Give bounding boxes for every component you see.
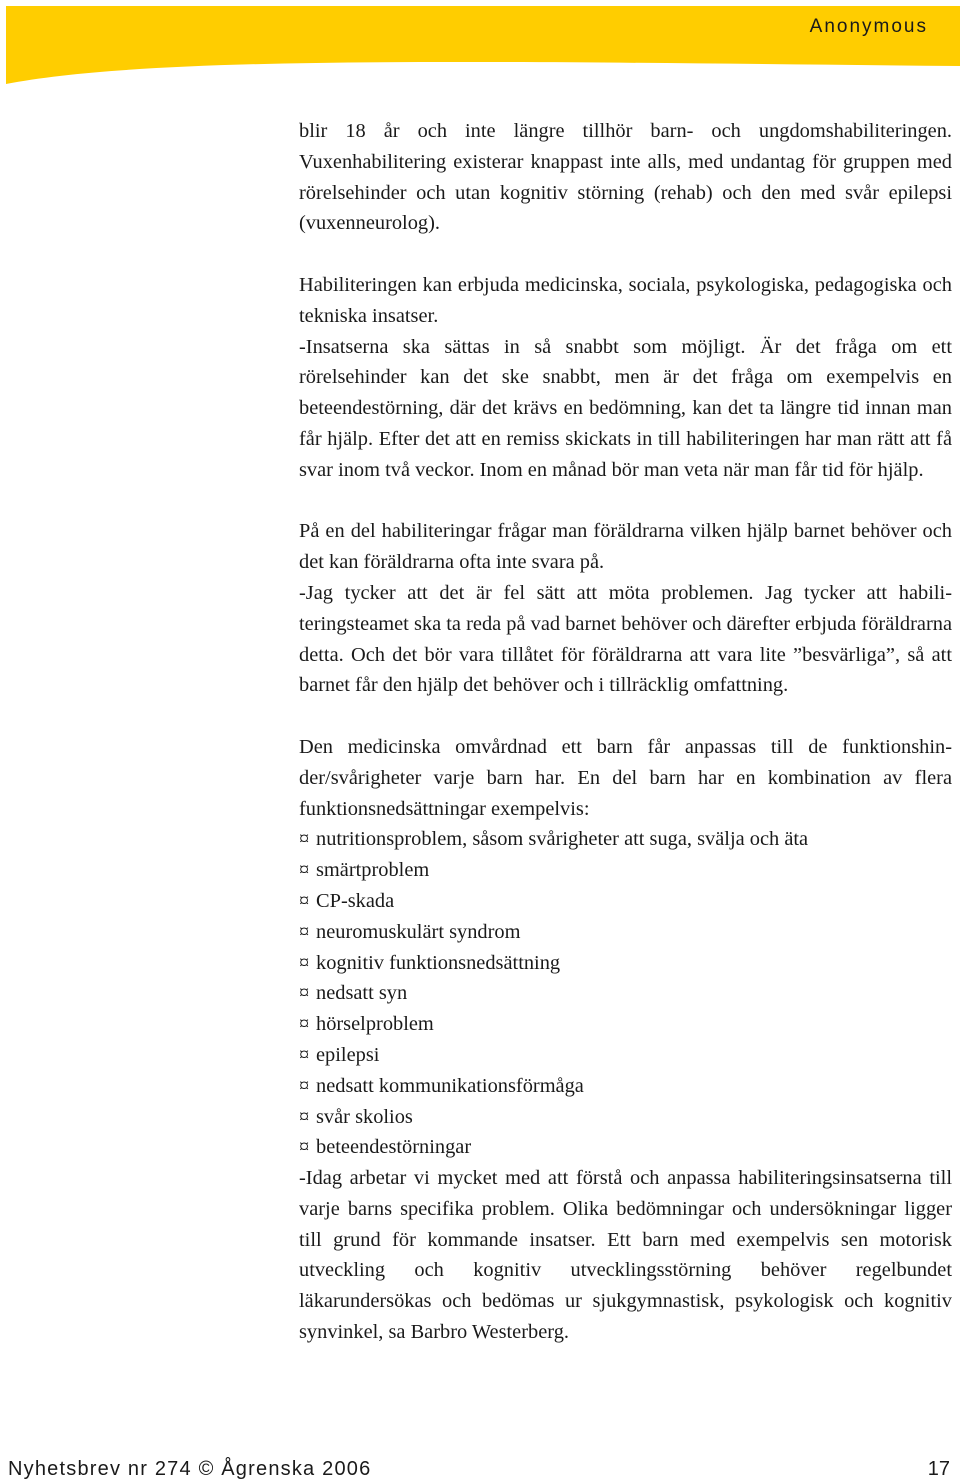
bullet-icon: ¤	[299, 982, 310, 1005]
list-item	[299, 978, 952, 1009]
list-item	[299, 855, 952, 886]
bullet-icon: ¤	[299, 951, 310, 974]
bullet-icon: ¤	[299, 1013, 310, 1036]
list-item-text: neuromuskulärt syndrom	[316, 920, 521, 943]
list-item	[299, 917, 952, 948]
bullet-icon: ¤	[299, 828, 310, 851]
list-item-text: nedsatt syn	[316, 982, 408, 1005]
list-item	[299, 1009, 952, 1040]
list-item	[299, 886, 952, 917]
bullet-icon: ¤	[299, 859, 310, 882]
bullet-icon: ¤	[299, 889, 310, 912]
list-item-text: nutritionsproblem, såsom svårigheter att suga, svälja och äta	[316, 828, 809, 851]
list-item-text: beteendestörningar	[316, 1136, 472, 1159]
paragraph-1: blir 18 år och inte längre tillhör barn- och ungdomshabiliteringen. Vuxenhabilitering existerar knappast inte alls, med undantag för gruppen med rörelsehinder och utan kognitiv störning (rehab) och den med svår epilepsi (vuxenneurolog).	[299, 120, 952, 235]
paragraph-3: -Insatserna ska sättas in så snabbt som möjligt. Är det fråga om ett rörelsehinder kan det ske snabbt, men är det fråga om exempelvis en beteendestörning, där det krävs en bedömning, kan det ta längre tid innan man får hjälp. Efter det att en remiss skickats in till habiliteringen har man rätt att få svar inom två veckor. Inom en månad bör man veta när man får tid för hjälp.	[299, 335, 952, 481]
header-swoosh	[0, 0, 960, 84]
bullet-icon: ¤	[299, 1043, 310, 1066]
list-item	[299, 1132, 952, 1163]
list-item-text: svår skolios	[316, 1105, 413, 1128]
list-item	[299, 1102, 952, 1133]
bullet-icon: ¤	[299, 920, 310, 943]
list-item-text: epilepsi	[316, 1043, 380, 1066]
paragraph-4: På en del habiliteringar frågar man föräldrarna vilken hjälp barnet behöver och det kan föräldrarna ofta inte svara på.	[299, 520, 952, 574]
bullet-icon: ¤	[299, 1074, 310, 1097]
list-item-text: smärtproblem	[316, 859, 430, 882]
paragraph-2: Habiliteringen kan erbjuda medicinska, sociala, psykologiska, pedagogiska och tekniska insatser.	[299, 273, 952, 327]
list-item-text: kognitiv funktionsnedsättning	[316, 951, 561, 974]
paragraph-7: -Idag arbetar vi mycket med att förstå och anpassa habiliteringsinsatserna till varje barns specifika problem. Olika bedömningar och undersökningar ligger till grund för kommande insatser. Ett barn med exempelvis sen motorisk utveckling och kognitiv utvecklingsstörning behöver regelbundet läkarundersökas och bedömas ur sjukgymnastisk, psykologisk och kognitiv synvinkel, sa Barbro Westerberg.	[299, 1167, 952, 1344]
impairment-list	[299, 824, 952, 1163]
list-item	[299, 948, 952, 979]
list-item	[299, 824, 952, 855]
section-label: Anonymous	[809, 16, 928, 37]
bullet-icon: ¤	[299, 1105, 310, 1128]
footer-publication: Nyhetsbrev nr 274 © Ågrenska 2006	[8, 1458, 372, 1480]
paragraph-6: Den medicinska omvårdnad ett barn får anpassas till de funktionshinder/svårigheter varje barn har. En del barn har en kombination av flera funktionsnedsättningar exempelvis:	[299, 735, 952, 820]
bullet-icon: ¤	[299, 1136, 310, 1159]
paragraph-5: -Jag tycker att det är fel sätt att möta problemen. Jag tycker att habiliteringsteamet ska ta reda på vad barnet behöver och därefter erbjuda föräldrarna detta. Och det bör vara tillåtet för föräldrarna att vara lite ”besvärliga”, så att barnet får den hjälp det behöver och i tillräcklig omfattning.	[299, 581, 952, 697]
page-number: 17	[927, 1458, 950, 1480]
header-band	[0, 0, 960, 84]
list-item-text: CP-skada	[316, 889, 395, 912]
list-item-text: hörselproblem	[316, 1013, 434, 1036]
list-item	[299, 1040, 952, 1071]
list-item-text: nedsatt kommunikationsförmåga	[316, 1074, 584, 1097]
list-item	[299, 1071, 952, 1102]
article-body	[299, 116, 952, 1348]
